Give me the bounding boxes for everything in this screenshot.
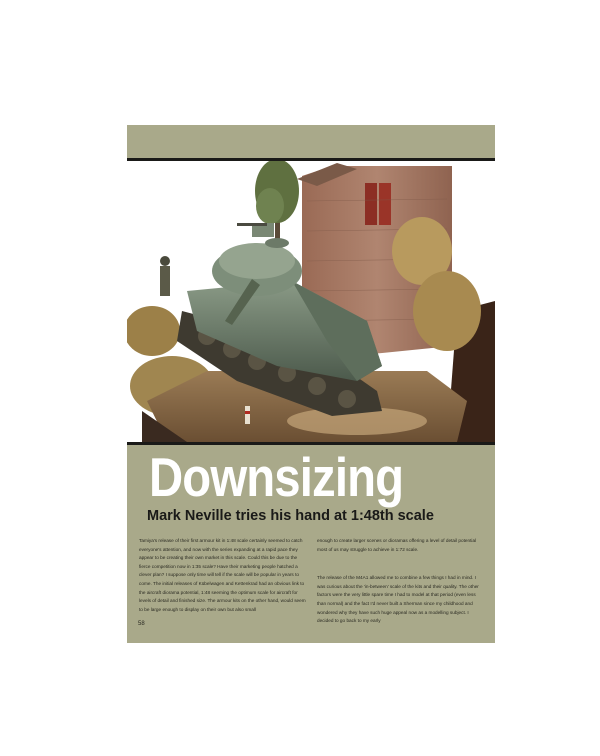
body-paragraph: Tamiya's release of their first armour kit in 1:48 scale certainly seemed to catch everyone's attention, and now with the series expanding at a rapid pace they appear to be creating their own market in this scale. Could this be due to the fierce competition now in 1:35 scale? Have their marketing people hatched a clever plan? I suppose only time will tell if the scale will be popular in years to come. The initial releases of Kübelwagen and Kettenkrad had an obvious link to the aircraft diorama potential, 1:48 seeming the optimum scale for aircraft for levels of detail and finished size. The armour kits on the other hand, would seem to be large enough to display on their own but also small: [139, 538, 306, 612]
top-band: [127, 125, 495, 158]
body-paragraph: enough to create larger scenes or dioramas offering a level of detail potential most of us may struggle to achieve in 1:72 scale.: [317, 538, 477, 552]
body-column-2: [317, 537, 485, 626]
body-column-1: [139, 537, 307, 614]
magazine-page: [127, 125, 495, 643]
page-number: 58: [138, 621, 145, 627]
photo-bottom-rule: [127, 442, 495, 445]
article-body: [139, 537, 485, 627]
article-headline: Downsizing: [149, 446, 404, 508]
diorama-tank-image: [127, 161, 495, 442]
diorama-photo: [127, 161, 495, 442]
body-paragraph: The release of the M4A1 allowed me to combine a few things I had in mind. I was curious about the 'in-between' scale of the kits and their quality. The other factors were the very little spare time I had to model at that period (even less than normal) and the fact I'd never built a Sherman since my childhood and wondered why they have such huge appeal now as a modelling subject. I decided to go back to my early: [317, 575, 479, 624]
article-subtitle: Mark Neville tries his hand at 1:48th scale: [147, 508, 434, 524]
